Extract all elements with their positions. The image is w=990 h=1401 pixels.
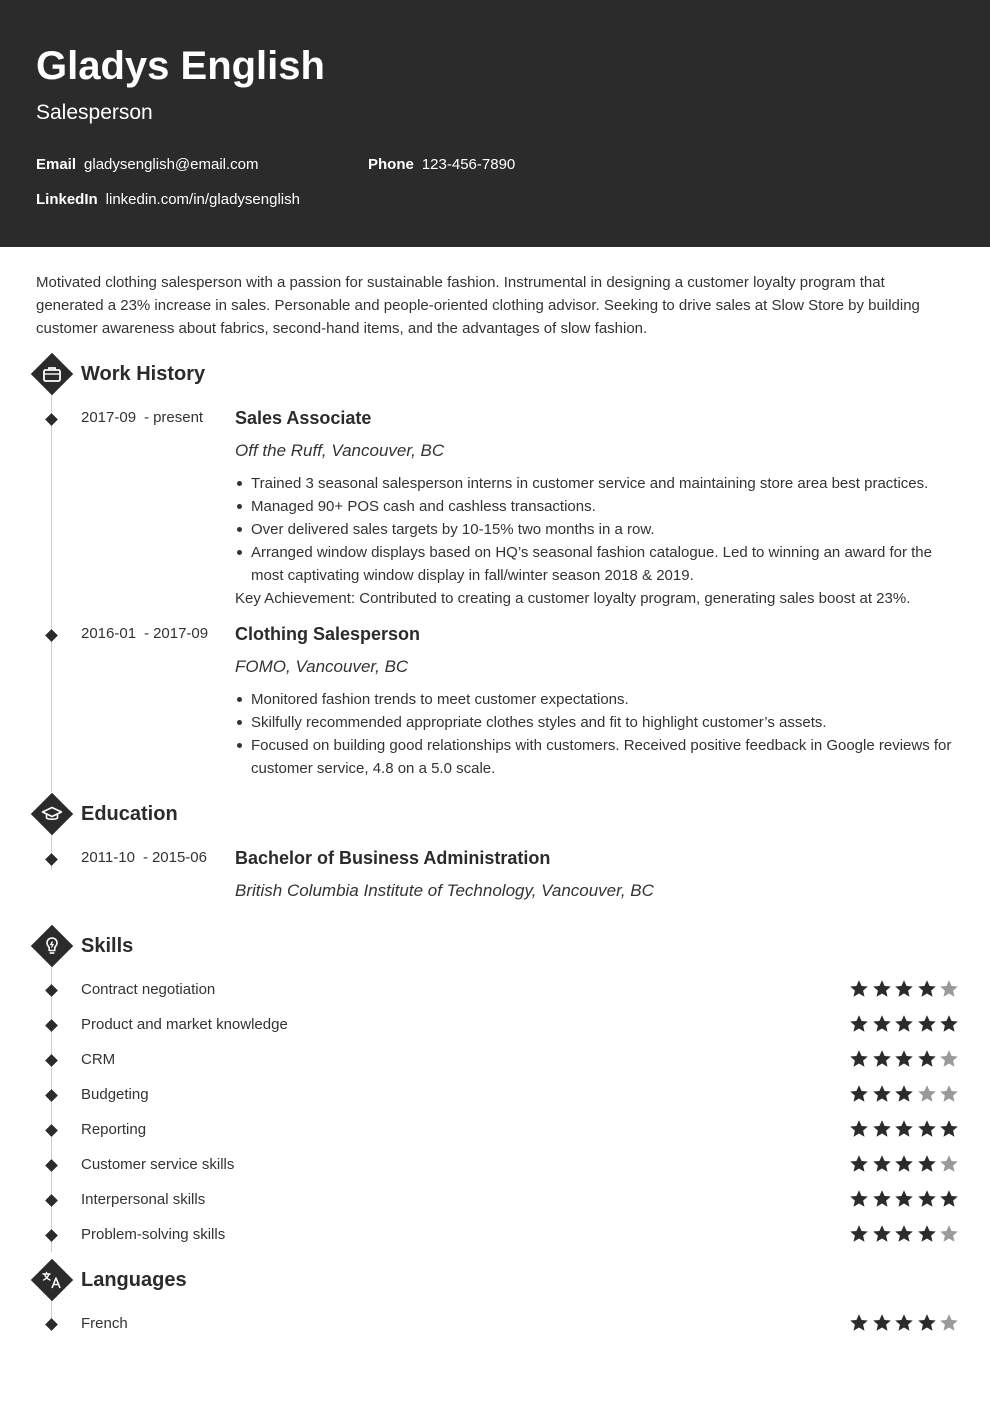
star-filled-icon (917, 1049, 937, 1069)
star-filled-icon (894, 1313, 914, 1333)
timeline-dot (45, 1124, 58, 1137)
skill-name: CRM (81, 1051, 116, 1068)
list-item: Arranged window displays based on HQ’s seasonal fashion catalogue. Led to winning an award for the most captivating window display in fall/winter season 2018 & 2019. (235, 541, 960, 587)
section-title-education: Education (81, 803, 178, 825)
star-filled-icon (872, 1119, 892, 1139)
rating-stars (849, 1189, 962, 1209)
graduation-cap-icon (40, 802, 64, 826)
star-filled-icon (849, 1154, 869, 1174)
skill-name: Interpersonal skills (81, 1191, 206, 1208)
star-filled-icon (894, 1084, 914, 1104)
email-label: Email (36, 156, 77, 173)
skill-name: Product and market knowledge (81, 1016, 288, 1033)
list-item: Skilfully recommended appropriate clothes styles and fit to highlight customer’s assets. (235, 711, 960, 734)
star-filled-icon (872, 1049, 892, 1069)
star-filled-icon (939, 1189, 959, 1209)
list-item: Trained 3 seasonal salesperson interns in customer service and maintaining store area best practices. (235, 472, 960, 495)
skill-name: Budgeting (81, 1086, 149, 1103)
list-item: Focused on building good relationships with customers. Received positive feedback in Google reviews for customer service, 4.8 on a 5.0 scale. (235, 734, 960, 780)
job-title: Sales Associate (235, 408, 372, 428)
linkedin-label: LinkedIn (36, 191, 98, 208)
job-responsibilities (235, 472, 960, 587)
rating-stars (849, 979, 962, 999)
job-employer: Off the Ruff, Vancouver, BC (235, 441, 445, 460)
education-start-date: 2011-10 (81, 849, 135, 866)
star-filled-icon (849, 979, 869, 999)
rating-stars (849, 1119, 962, 1139)
timeline-dot (45, 413, 58, 426)
timeline-dot (45, 1229, 58, 1242)
star-filled-icon (894, 1049, 914, 1069)
key-achievement: Key Achievement: Contributed to creating a customer loyalty program, generating sales boost at 23%. (235, 590, 911, 607)
rating-stars (849, 1084, 962, 1104)
star-filled-icon (917, 1154, 937, 1174)
date-separator: - (142, 849, 148, 866)
job-start-date: 2017-09 (81, 409, 137, 426)
candidate-title: Salesperson (36, 101, 153, 124)
education-end-date: 2015-06 (151, 849, 207, 866)
timeline-dot (45, 1318, 58, 1331)
timeline-line-work (51, 390, 52, 792)
job-end-date: present (153, 409, 204, 426)
school-name: British Columbia Institute of Technology, Vancouver, BC (235, 881, 654, 900)
star-filled-icon (894, 979, 914, 999)
lightbulb-icon (40, 934, 64, 958)
star-filled-icon (872, 1084, 892, 1104)
section-title-work: Work History (81, 363, 206, 385)
section-title-languages: Languages (81, 1269, 187, 1291)
star-filled-icon (894, 1119, 914, 1139)
list-item: Managed 90+ POS cash and cashless transactions. (235, 495, 960, 518)
star-filled-icon (917, 979, 937, 999)
timeline-dot (45, 629, 58, 642)
star-empty-icon (939, 1313, 959, 1333)
star-filled-icon (917, 1119, 937, 1139)
timeline-dot (45, 853, 58, 866)
star-filled-icon (939, 1014, 959, 1034)
timeline-dot (45, 984, 58, 997)
star-filled-icon (894, 1224, 914, 1244)
star-empty-icon (939, 1084, 959, 1104)
star-filled-icon (917, 1189, 937, 1209)
star-filled-icon (894, 1014, 914, 1034)
star-filled-icon (917, 1014, 937, 1034)
phone-label: Phone (368, 156, 414, 173)
contact-phone (368, 155, 515, 175)
job-date-range (81, 624, 208, 644)
timeline-dot (45, 1019, 58, 1032)
timeline-line-skills (51, 962, 52, 1252)
date-separator: - (144, 409, 150, 426)
star-empty-icon (939, 979, 959, 999)
contact-linkedin (36, 190, 300, 210)
job-title: Clothing Salesperson (235, 624, 421, 644)
timeline-dot (45, 1194, 58, 1207)
email-value[interactable]: gladysenglish@email.com (84, 156, 259, 173)
job-start-date: 2016-01 (81, 625, 137, 642)
degree-title: Bachelor of Business Administration (235, 848, 551, 868)
contact-email (36, 155, 259, 175)
job-employer: FOMO, Vancouver, BC (235, 657, 409, 676)
skill-name: Reporting (81, 1121, 147, 1138)
linkedin-value[interactable]: linkedin.com/in/gladysenglish (105, 191, 300, 208)
professional-summary: Motivated clothing salesperson with a passion for sustainable fashion. Instrumental in designing a customer loyalty program that generated a 23% increase in sales. Personable and people-oriented clothing advisor. Seeking to drive sales at Slow Store by building customer awareness about fabrics, second-hand items, and the advantages of slow fashion. (36, 274, 920, 337)
list-item: Over delivered sales targets by 10-15% two months in a row. (235, 518, 960, 541)
resume-header (0, 0, 990, 247)
star-filled-icon (917, 1224, 937, 1244)
star-empty-icon (939, 1154, 959, 1174)
star-filled-icon (849, 1084, 869, 1104)
skill-name: Contract negotiation (81, 981, 216, 998)
phone-value[interactable]: 123-456-7890 (421, 156, 516, 173)
candidate-name: Gladys English (36, 44, 325, 88)
star-filled-icon (894, 1189, 914, 1209)
star-filled-icon (872, 1154, 892, 1174)
rating-stars (849, 1224, 962, 1244)
star-filled-icon (894, 1154, 914, 1174)
star-filled-icon (939, 1119, 959, 1139)
job-end-date: 2017-09 (153, 625, 209, 642)
star-filled-icon (849, 1224, 869, 1244)
rating-stars (849, 1014, 962, 1034)
star-filled-icon (872, 1014, 892, 1034)
star-filled-icon (872, 1189, 892, 1209)
timeline-dot (45, 1159, 58, 1172)
job-responsibilities (235, 688, 960, 780)
education-date-range (81, 848, 207, 868)
star-empty-icon (939, 1049, 959, 1069)
rating-stars (849, 1049, 962, 1069)
date-separator: - (144, 625, 150, 642)
skill-name: Problem-solving skills (81, 1226, 226, 1243)
language-name: French (81, 1315, 128, 1332)
job-date-range (81, 408, 203, 428)
rating-stars (849, 1154, 962, 1174)
timeline-dot (45, 1089, 58, 1102)
star-empty-icon (939, 1224, 959, 1244)
star-filled-icon (872, 1224, 892, 1244)
timeline-dot (45, 1054, 58, 1067)
rating-stars (849, 1313, 962, 1333)
star-filled-icon (872, 979, 892, 999)
star-filled-icon (849, 1189, 869, 1209)
list-item: Monitored fashion trends to meet customer expectations. (235, 688, 960, 711)
skill-name: Customer service skills (81, 1156, 235, 1173)
translate-icon (40, 1268, 64, 1292)
section-title-skills: Skills (81, 935, 134, 957)
star-filled-icon (849, 1313, 869, 1333)
star-filled-icon (872, 1313, 892, 1333)
star-filled-icon (917, 1313, 937, 1333)
star-filled-icon (849, 1119, 869, 1139)
star-filled-icon (849, 1049, 869, 1069)
briefcase-icon (40, 362, 64, 386)
star-filled-icon (849, 1014, 869, 1034)
star-empty-icon (917, 1084, 937, 1104)
